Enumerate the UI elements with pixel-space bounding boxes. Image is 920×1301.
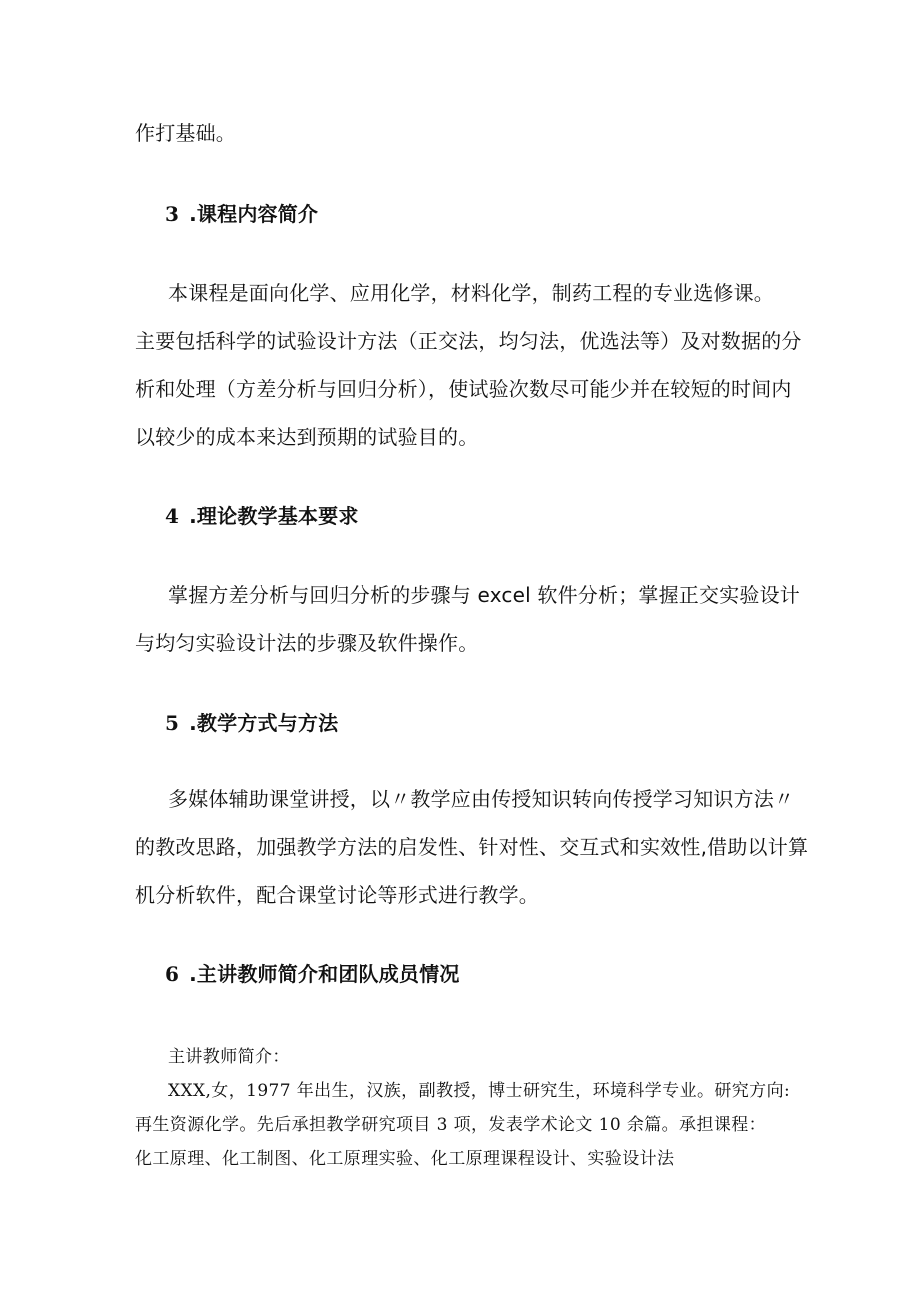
section-6-title: .主讲教师简介和团队成员情况 (189, 962, 460, 986)
section-4-title: .理论教学基本要求 (189, 504, 359, 528)
teacher-intro-label: 主讲教师简介： (168, 1047, 290, 1067)
teacher-intro-line-3: 化工原理、化工制图、化工原理实验、化工原理课程设计、实验设计法 (135, 1149, 675, 1169)
section-6-heading (165, 962, 460, 986)
section-3-heading (165, 202, 318, 226)
section-3-title: .课程内容简介 (189, 202, 319, 226)
section-5-line-1: 多媒体辅助课堂讲授，以〃教学应由传授知识转向传授学习知识方法〃 (168, 787, 795, 811)
section-3-line-4: 以较少的成本来达到预期的试验目的。 (135, 425, 479, 449)
teacher-intro-line-1: XXX,女，1977 年出生，汉族，副教授，博士研究生，环境科学专业。研究方向: (168, 1081, 791, 1101)
section-5-heading (165, 711, 338, 735)
section-4-heading (165, 504, 359, 528)
section-5-number: 5 (165, 711, 180, 735)
section-5-line-2: 的教改思路，加强教学方法的启发性、针对性、交互式和实效性,借助以计算 (135, 835, 809, 859)
section-5-line-3: 机分析软件，配合课堂讨论等形式进行教学。 (135, 883, 539, 907)
section-3-number: 3 (165, 202, 180, 226)
continuation-text: 作打基础。 (135, 121, 236, 145)
section-5-title: .教学方式与方法 (189, 711, 339, 735)
section-6-number: 6 (165, 962, 180, 986)
section-3-line-2: 主要包括科学的试验设计方法（正交法，均匀法，优选法等）及对数据的分 (135, 329, 802, 353)
section-3-line-1: 本课程是面向化学、应用化学，材料化学，制药工程的专业选修课。 (168, 281, 774, 305)
section-4-line-2: 与均匀实验设计法的步骤及软件操作。 (135, 631, 479, 655)
section-4-number: 4 (165, 504, 180, 528)
section-4-line-1: 掌握方差分析与回归分析的步骤与 excel 软件分析；掌握正交实验设计 (168, 583, 801, 607)
section-3-line-3: 析和处理（方差分析与回归分析），使试验次数尽可能少并在较短的时间内 (135, 377, 792, 401)
teacher-intro-line-2: 再生资源化学。先后承担教学研究项目 3 项，发表学术论文 10 余篇。承担课程： (135, 1115, 767, 1135)
